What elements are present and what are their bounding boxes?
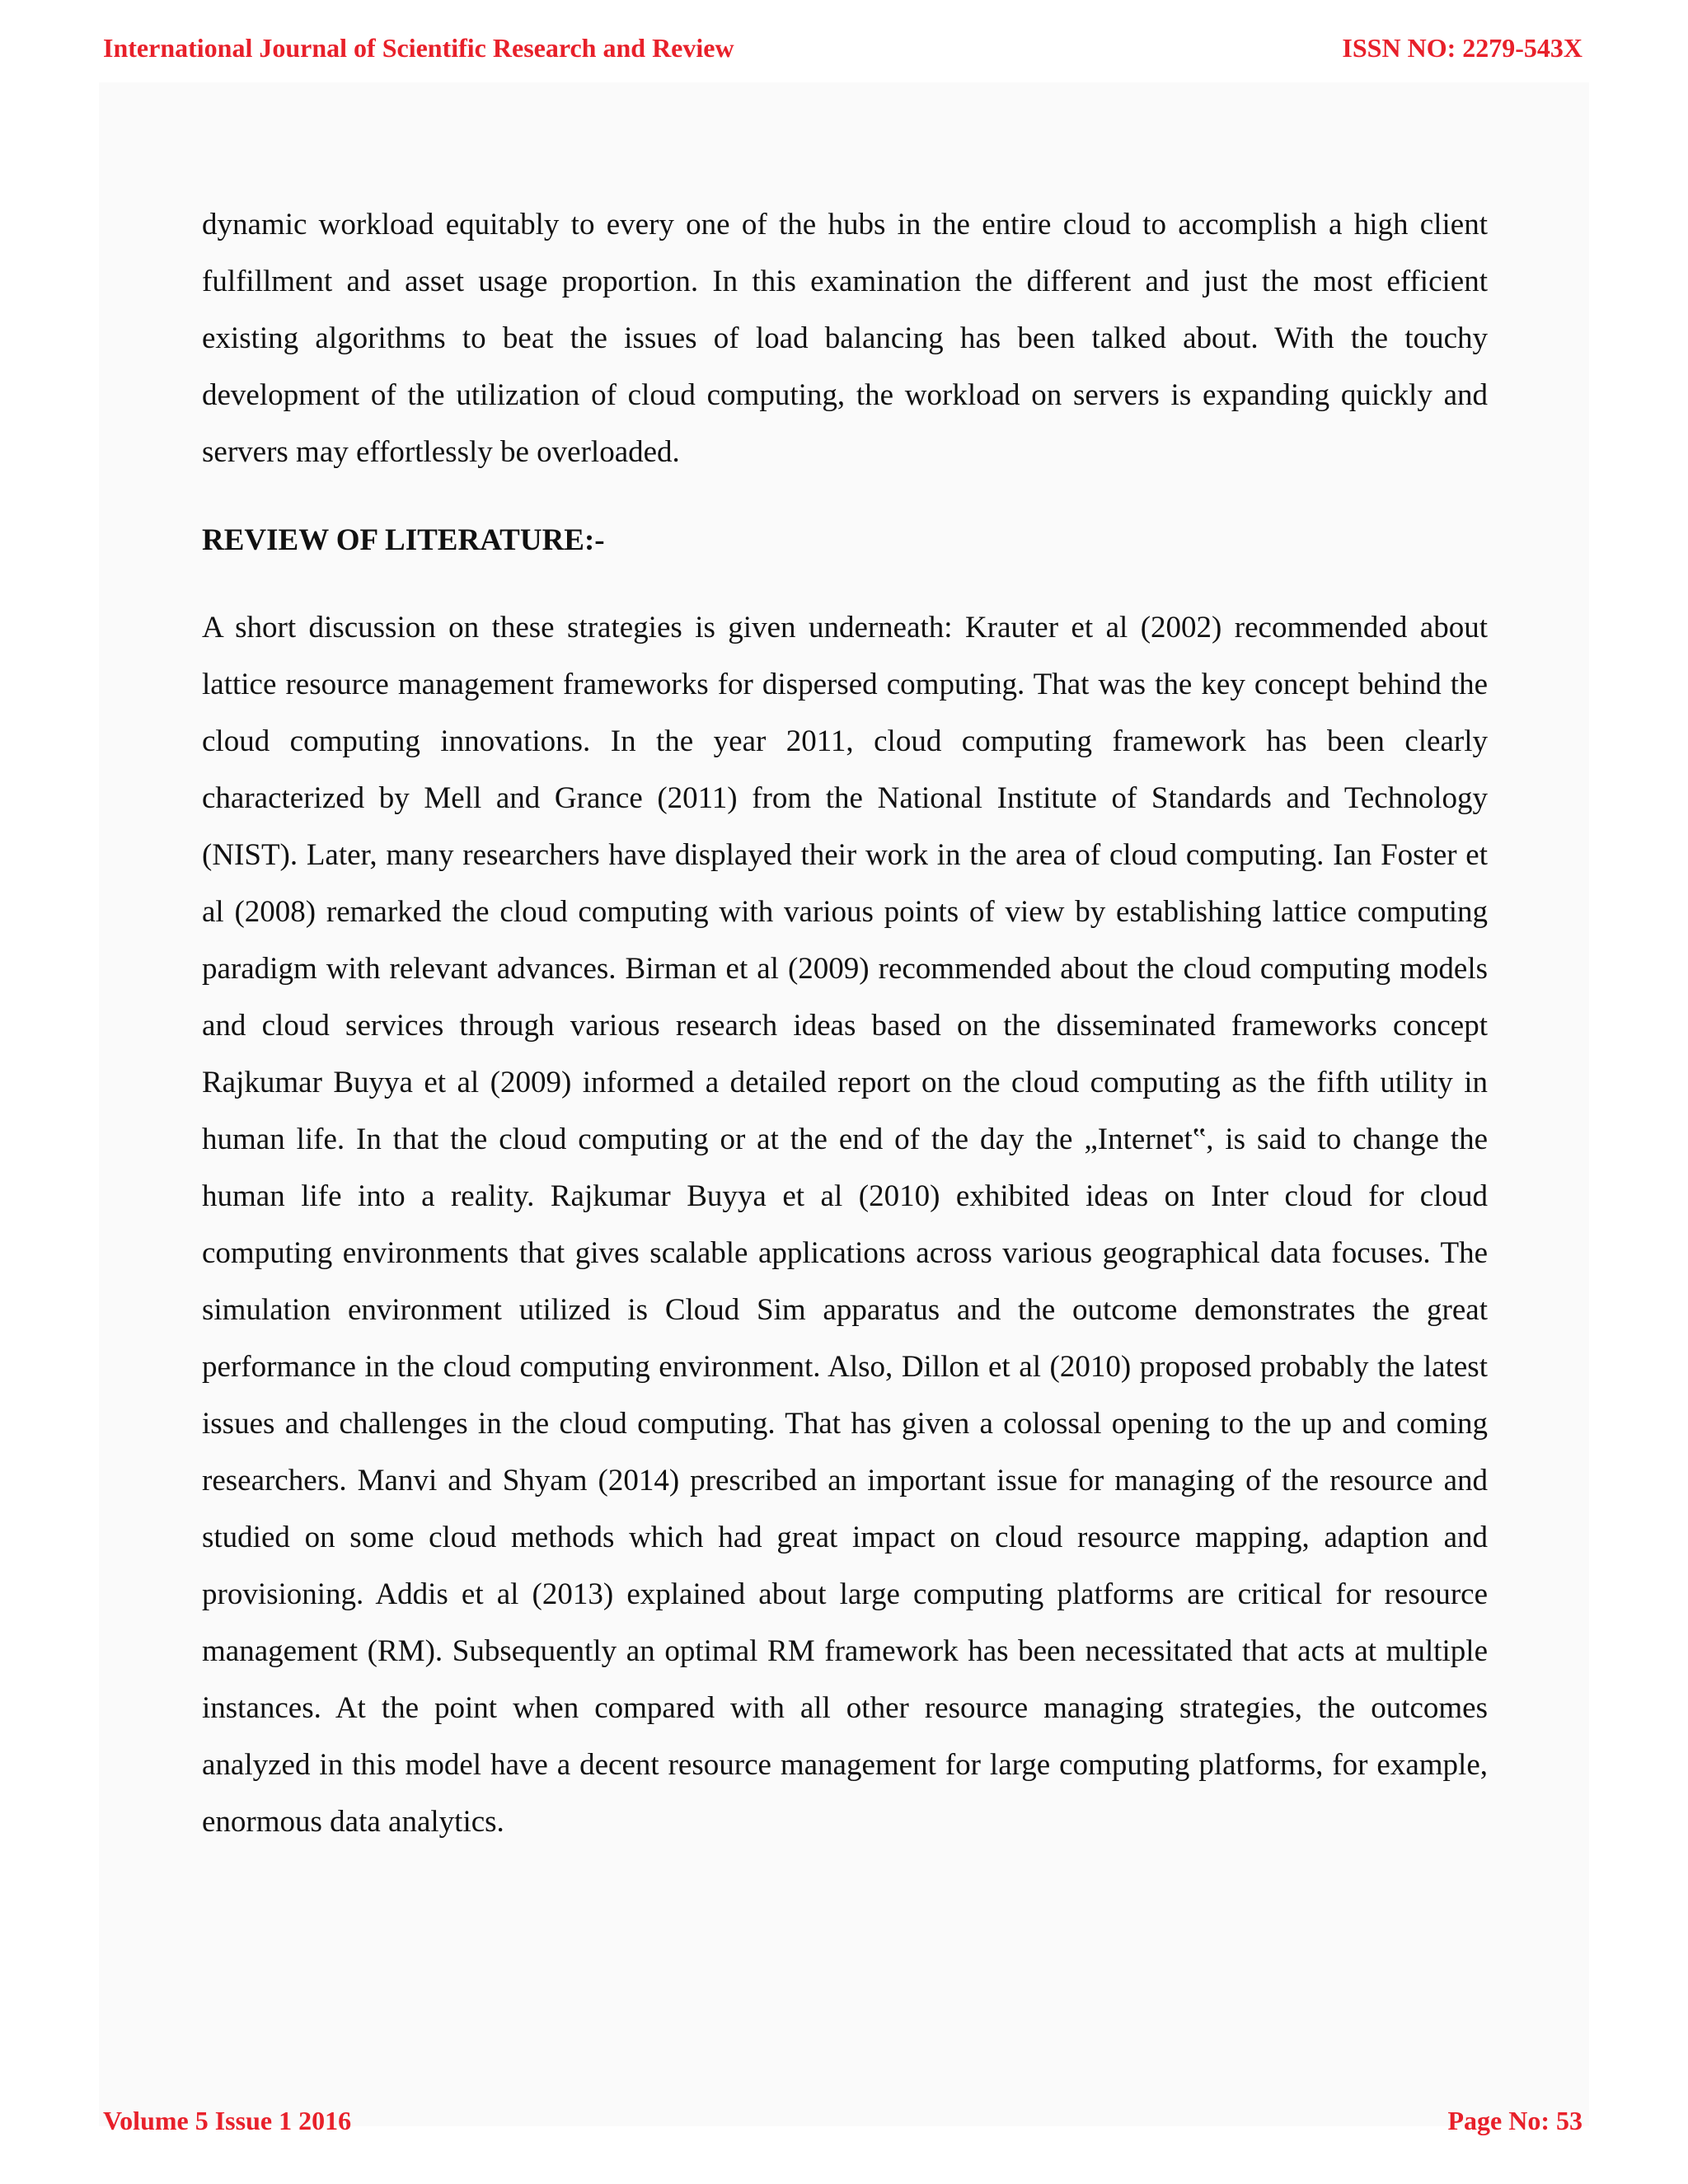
journal-title: International Journal of Scientific Research and Review xyxy=(103,33,734,63)
volume-issue: Volume 5 Issue 1 2016 xyxy=(103,2106,352,2135)
section-heading: REVIEW OF LITERATURE:- xyxy=(202,523,605,557)
literature-paragraph: A short discussion on these strategies is given underneath: Krauter et al (2002) recommended about lattice resource management frameworks for dispersed computing. That was the key concept behind the cloud computing innovations. In the year 2011, cloud computing framework has been clearly characterized by Mell and Grance (2011) from the National Institute of Standards and Technology (NIST). Later, many researchers have displayed their work in the area of cloud computing. Ian Foster et al (2008) remarked the cloud computing with various points of view by establishing lattice computing paradigm with relevant advances. Birman et al (2009) recommended about the cloud computing models and cloud services through various research ideas based on the disseminated frameworks concept Rajkumar Buyya et al (2009) informed a detailed report on the cloud computing as the fifth utility in human life. In that the cloud computing or at the end of the day the „Internet‟, is said to change the human life into a reality. Rajkumar Buyya et al (2010) exhibited ideas on Inter cloud for cloud computing environments that gives scalable applications across various geographical data focuses. The simulation environment utilized is Cloud Sim apparatus and the outcome demonstrates the great performance in the cloud computing environment. Also, Dillon et al (2010) proposed probably the latest issues and challenges in the cloud computing. That has given a colossal opening to the up and coming researchers. Manvi and Shyam (2014) prescribed an important issue for managing of the resource and studied on some cloud methods which had great impact on cloud resource mapping, adaption and provisioning. Addis et al (2013) explained about large computing platforms are critical for resource management (RM). Subsequently an optimal RM framework has been necessitated that acts at multiple instances. At the point when compared with all other resource managing strategies, the outcomes analyzed in this model have a decent resource management for large computing platforms, for example, enormous data analytics. xyxy=(202,611,1488,1839)
page-header xyxy=(0,33,1688,82)
page-footer xyxy=(0,2106,1688,2155)
issn-number: ISSN NO: 2279-543X xyxy=(1342,33,1582,63)
article-body xyxy=(202,196,1488,1850)
page-number: Page No: 53 xyxy=(1447,2106,1582,2135)
intro-paragraph: dynamic workload equitably to every one of the hubs in the entire cloud to accomplish a high client fulfillment and asset usage proportion. In this examination the different and just the most efficient existing algorithms to beat the issues of load balancing has been talked about. With the touchy development of the utilization of cloud computing, the workload on servers is expanding quickly and servers may effortlessly be overloaded. xyxy=(202,208,1488,469)
